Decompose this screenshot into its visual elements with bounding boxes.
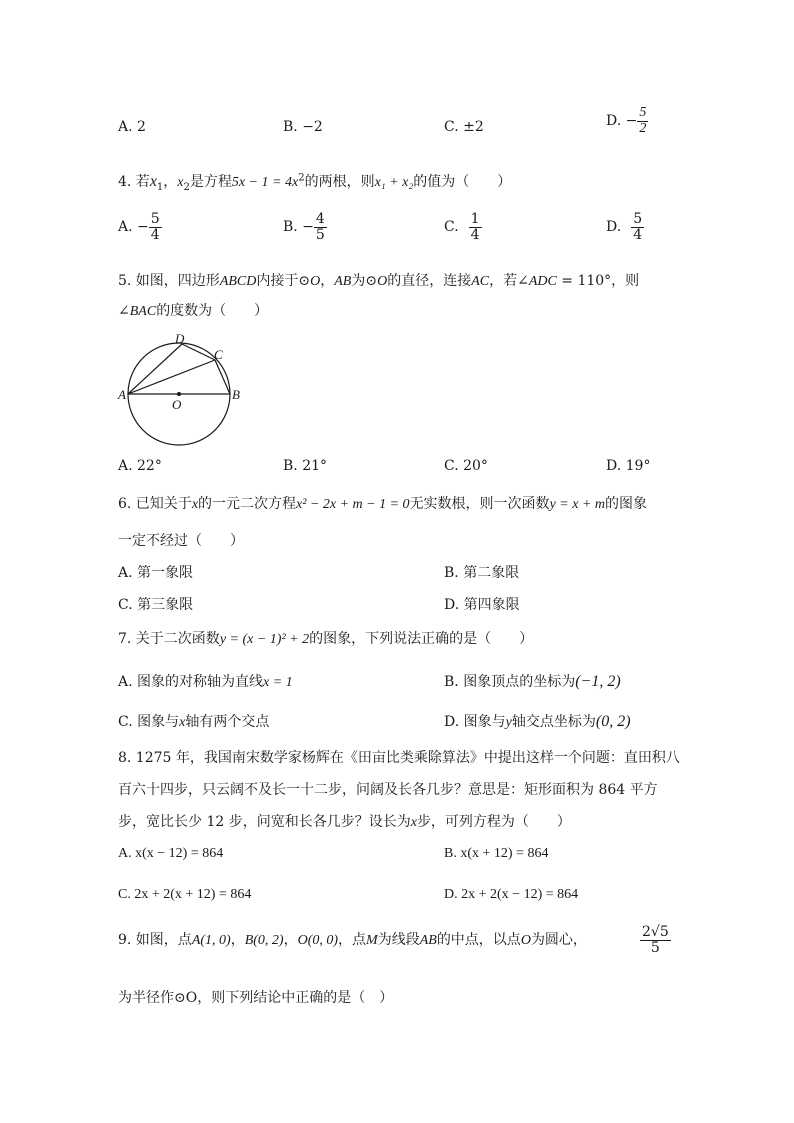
q9-text: 9. 如图，点 bbox=[118, 932, 192, 948]
fraction-denominator: 5 bbox=[315, 226, 325, 243]
q4-text-end: 的值为（ ） bbox=[413, 174, 512, 190]
q3-option-a: A. 2 bbox=[118, 119, 146, 135]
q4-number: 4. 若 bbox=[118, 174, 150, 190]
option-text: 轴交点坐标为 bbox=[511, 714, 596, 730]
q5-stem-line1 bbox=[118, 270, 639, 290]
q7-option-d bbox=[444, 711, 631, 731]
q6-text: 的图象 bbox=[605, 496, 647, 512]
fraction-denominator: 4 bbox=[150, 226, 160, 243]
angle-adc: ADC bbox=[528, 274, 557, 289]
point-m: M bbox=[366, 933, 378, 948]
q8-line3 bbox=[118, 811, 571, 831]
fraction-numerator: 5 bbox=[150, 211, 160, 227]
q5-text: ，若∠ bbox=[489, 273, 529, 289]
point-a: A(1, 0) bbox=[191, 933, 231, 948]
q4-sum: x₁ + x₂ bbox=[374, 175, 414, 190]
q6-option-a: A. 第一象限 bbox=[118, 565, 194, 581]
point-o: O(0, 0) bbox=[297, 933, 339, 948]
fraction-numerator: 2√5 bbox=[642, 924, 669, 940]
separator: ， bbox=[283, 932, 298, 948]
q6-stem-line1 bbox=[118, 493, 647, 513]
q5-circle-figure bbox=[110, 328, 250, 448]
center-o: O bbox=[520, 933, 531, 948]
q4-text: 的两根，则 bbox=[304, 174, 375, 190]
label-b: B bbox=[232, 387, 240, 402]
option-text: C. 图象与 bbox=[118, 714, 180, 730]
q6-option-b: B. 第二象限 bbox=[444, 565, 520, 581]
q6-equation: x² − 2x + m − 1 = 0 bbox=[296, 497, 410, 512]
q4-stem bbox=[118, 171, 511, 193]
q6-option-c: C. 第三象限 bbox=[118, 597, 194, 613]
q9-line1 bbox=[118, 929, 587, 949]
segment-ab: AB bbox=[334, 274, 352, 289]
segment-ac-line bbox=[128, 360, 215, 394]
var-x2: x bbox=[177, 175, 184, 190]
q4-option-d bbox=[606, 212, 644, 242]
q5-text: = 110°，则 bbox=[556, 273, 640, 289]
q9-radius-fraction bbox=[640, 925, 671, 955]
q4-option-a bbox=[118, 212, 162, 242]
q9-text: 的中点，以点 bbox=[436, 932, 521, 948]
center-point bbox=[177, 392, 181, 396]
segment-ad bbox=[128, 344, 182, 394]
option-text: A. 图象的对称轴为直线 bbox=[118, 674, 264, 690]
q8-option-c: C. 2x + 2(x + 12) = 864 bbox=[118, 887, 252, 902]
fraction-denominator: 4 bbox=[633, 226, 643, 243]
q7-function: y = (x − 1)² + 2 bbox=[219, 632, 310, 647]
option-math: (−1, 2) bbox=[575, 673, 621, 690]
superscript-2: 2 bbox=[298, 172, 305, 184]
q5-text: 的度数为（ ） bbox=[156, 303, 269, 319]
q4-option-b bbox=[283, 212, 327, 242]
q4-equation: 5x − 1 = 4x bbox=[231, 175, 299, 190]
q8-option-b: B. x(x + 12) = 864 bbox=[444, 846, 549, 861]
q6-text: 6. 已知关于 bbox=[118, 496, 192, 512]
q9-text: ，点 bbox=[338, 932, 367, 948]
q9-text: 为线段 bbox=[377, 932, 420, 948]
subscript-1: 1 bbox=[156, 181, 164, 193]
q5-text: ， bbox=[320, 273, 335, 289]
fraction-denominator: 2 bbox=[639, 120, 647, 136]
var-x: x bbox=[179, 715, 186, 730]
option-label: A. − bbox=[118, 219, 149, 236]
fraction-numerator: 5 bbox=[639, 105, 647, 120]
q8-text: 步，可列方程为（ ） bbox=[416, 814, 571, 830]
fraction-denominator: 4 bbox=[470, 226, 480, 243]
q4-option-c bbox=[444, 212, 482, 242]
segment-ab: AB bbox=[419, 933, 437, 948]
subscript-2: 2 bbox=[183, 181, 190, 193]
q7-text: 的图象，下列说法正确的是（ ） bbox=[309, 631, 534, 647]
q7-option-b bbox=[444, 671, 621, 691]
option-text: 轴有两个交点 bbox=[185, 714, 270, 730]
angle-bac: BAC bbox=[129, 304, 157, 319]
option-text: D. 图象与 bbox=[444, 714, 506, 730]
q6-function: y = x + m bbox=[549, 497, 605, 512]
label-a: A bbox=[118, 387, 126, 402]
angle-symbol: ∠ bbox=[118, 303, 130, 319]
q3-option-d bbox=[606, 106, 648, 136]
q7-option-a bbox=[118, 671, 293, 691]
option-text: B. 图象顶点的坐标为 bbox=[444, 674, 576, 690]
circle-o: O bbox=[310, 274, 321, 289]
circle-o: O bbox=[377, 274, 388, 289]
q5-option-d: D. 19° bbox=[606, 458, 651, 474]
q5-text: 为⊙ bbox=[351, 273, 378, 289]
quad-abcd: ABCD bbox=[219, 274, 257, 289]
label-o: O bbox=[172, 397, 182, 412]
option-math: (0, 2) bbox=[595, 713, 631, 730]
var-x1: x bbox=[149, 173, 157, 190]
q8-text: 步，宽比长少 12 步，问宽和长各几步？设长为 bbox=[118, 814, 411, 830]
q8-line2: 百六十四步，只云阔不及长一十二步，问阔及长各几步？意思是：矩形面积为 864 平方 bbox=[118, 782, 658, 798]
q7-stem bbox=[118, 628, 533, 648]
fraction-denominator: 5 bbox=[650, 939, 660, 956]
q4-text: 是方程 bbox=[189, 174, 232, 190]
segment-ac: AC bbox=[471, 274, 490, 289]
separator: ， bbox=[230, 932, 245, 948]
fraction-numerator: 1 bbox=[470, 211, 480, 227]
q5-option-b: B. 21° bbox=[283, 458, 328, 474]
q5-text: 内接于⊙ bbox=[256, 273, 311, 289]
q5-text: 的直径，连接 bbox=[387, 273, 472, 289]
q3-option-b: B. −2 bbox=[283, 119, 323, 135]
q5-option-c: C. 20° bbox=[444, 458, 488, 474]
option-label: D. bbox=[606, 219, 622, 236]
q8-line1: 8. 1275 年，我国南宋数学家杨辉在《田亩比类乘除算法》中提出这样一个问题：直田积八 bbox=[118, 750, 680, 766]
q6-option-d: D. 第四象限 bbox=[444, 597, 520, 613]
q6-text: 无实数根，则一次函数 bbox=[409, 496, 550, 512]
q3-option-d-label: D. − bbox=[606, 113, 638, 130]
q3-option-c: C. ±2 bbox=[444, 119, 484, 135]
option-label: B. − bbox=[283, 219, 314, 236]
q7-option-c bbox=[118, 711, 269, 731]
label-c: C bbox=[214, 347, 223, 362]
fraction-numerator: 4 bbox=[315, 211, 325, 227]
fraction-numerator: 5 bbox=[633, 211, 643, 227]
q7-text: 7. 关于二次函数 bbox=[118, 631, 220, 647]
q5-option-a: A. 22° bbox=[118, 458, 162, 474]
q5-stem-line2 bbox=[118, 300, 268, 320]
var-x: x bbox=[191, 497, 199, 512]
q8-option-a: A. x(x − 12) = 864 bbox=[118, 846, 224, 861]
option-label: C. bbox=[444, 219, 459, 236]
separator: ， bbox=[163, 174, 178, 190]
q6-stem-line2: 一定不经过（ ） bbox=[118, 533, 244, 549]
q9-text: 为圆心， bbox=[530, 932, 587, 948]
q5-text: 5. 如图，四边形 bbox=[118, 273, 220, 289]
segment-cb bbox=[215, 360, 230, 394]
q9-line2: 为半径作⊙O，则下列结论中正确的是（ ） bbox=[118, 990, 394, 1006]
q8-option-d: D. 2x + 2(x − 12) = 864 bbox=[444, 887, 579, 902]
var-x: x bbox=[410, 815, 417, 830]
point-b: B(0, 2) bbox=[244, 933, 284, 948]
label-d: D bbox=[175, 331, 185, 346]
option-math: x = 1 bbox=[263, 675, 293, 690]
q6-text: 的一元二次方程 bbox=[198, 496, 297, 512]
var-y: y bbox=[505, 715, 512, 730]
